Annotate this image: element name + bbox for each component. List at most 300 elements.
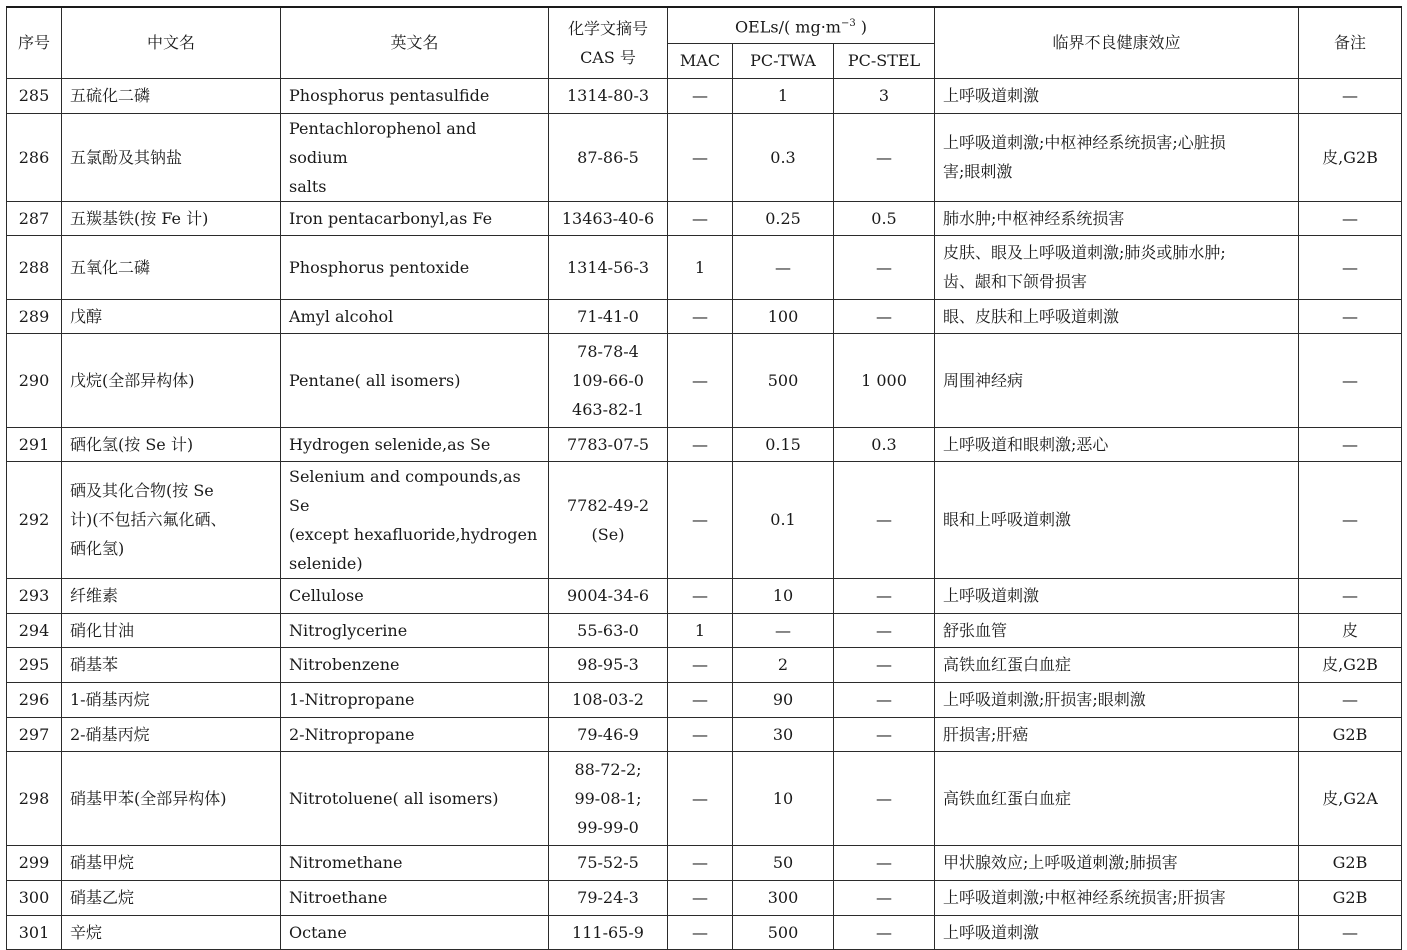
cell-pc-stel	[834, 682, 935, 717]
cell-no-text: 298	[18, 788, 50, 808]
table-row	[7, 201, 1402, 235]
cell-note	[1299, 682, 1402, 717]
cell-chinese-name-text: 硝基乙烷	[70, 888, 135, 907]
cell-note-text: 皮,G2B	[1322, 147, 1378, 167]
cell-mac-text: —	[692, 306, 708, 326]
cell-effect-text: 眼、皮肤和上呼吸道刺激	[943, 306, 1120, 326]
cell-chinese-name-text: 戊醇	[70, 306, 103, 326]
cell-pc-twa	[733, 113, 834, 201]
cell-note-text: —	[1342, 510, 1358, 529]
header-cas	[549, 7, 668, 78]
cell-cas-text: 9004-34-6	[566, 586, 650, 605]
cell-no	[7, 613, 62, 647]
cell-cas	[549, 613, 668, 647]
cell-no	[7, 78, 62, 113]
cell-cas	[549, 78, 668, 113]
header-oels-text: OELs/( mg·m	[734, 17, 841, 37]
cell-cas	[549, 201, 668, 235]
cell-note-text: —	[1342, 208, 1358, 228]
cell-pc-twa	[733, 201, 834, 235]
cell-mac	[668, 751, 733, 845]
cell-no	[7, 113, 62, 201]
cell-effect-text: 上呼吸道刺激	[943, 586, 1040, 605]
cell-effect-text: 舒张血管	[943, 620, 1008, 640]
cell-mac-text: 1	[694, 620, 706, 640]
cell-english-name-text: Nitroethane	[289, 888, 388, 907]
cell-english-name-text: 2-Nitropropane	[289, 724, 415, 744]
cell-pc-stel-text: —	[876, 888, 892, 907]
table-row	[7, 113, 1402, 201]
cell-pc-twa-text: 10	[772, 586, 794, 605]
cell-cas	[549, 427, 668, 461]
cell-pc-twa-text: 1	[777, 86, 789, 105]
cell-chinese-name	[62, 613, 281, 647]
cell-english-name	[281, 78, 549, 113]
cell-chinese-name-text: 硝基甲苯(全部异构体)	[70, 788, 227, 808]
cell-no	[7, 682, 62, 717]
cell-pc-stel	[834, 427, 935, 461]
cell-pc-stel	[834, 880, 935, 915]
cell-pc-twa	[733, 299, 834, 333]
cell-pc-stel-text: —	[876, 690, 892, 709]
cell-pc-twa-text: 0.15	[765, 434, 801, 454]
cell-pc-twa	[733, 427, 834, 461]
cell-chinese-name-text: 硒及其化合物(按 Se 计)(不包括六氟化硒、 硒化氢)	[70, 481, 227, 558]
cell-pc-twa-text: 500	[767, 922, 799, 942]
cell-no-text: 293	[18, 586, 50, 605]
cell-note	[1299, 299, 1402, 333]
cell-mac-text: —	[692, 788, 708, 808]
cell-no	[7, 427, 62, 461]
cell-no	[7, 333, 62, 427]
cell-pc-stel	[834, 578, 935, 613]
cell-cas	[549, 235, 668, 299]
table-header	[7, 7, 1402, 78]
cell-cas-text: 88-72-2; 99-08-1; 99-99-0	[574, 759, 642, 837]
cell-chinese-name	[62, 333, 281, 427]
cell-effect	[935, 333, 1299, 427]
cell-mac-text: —	[692, 434, 708, 454]
cell-note-text: 皮,G2B	[1322, 655, 1378, 674]
cell-effect	[935, 915, 1299, 949]
cell-pc-stel-text: 3	[878, 86, 890, 105]
cell-mac	[668, 201, 733, 235]
cell-no-text: 288	[18, 257, 50, 277]
cell-chinese-name	[62, 915, 281, 949]
cell-cas-text: 111-65-9	[572, 922, 644, 942]
cell-effect-text: 上呼吸道刺激;中枢神经系统损害;肝损害	[943, 888, 1226, 907]
cell-english-name	[281, 880, 549, 915]
cell-english-name	[281, 613, 549, 647]
header-pc-stel: PC-STEL	[834, 43, 935, 78]
cell-note	[1299, 333, 1402, 427]
cell-pc-twa	[733, 613, 834, 647]
cell-cas-text: 7782-49-2 (Se)	[566, 495, 650, 544]
cell-note	[1299, 751, 1402, 845]
cell-english-name-text: Iron pentacarbonyl,as Fe	[289, 208, 493, 228]
cell-cas	[549, 578, 668, 613]
cell-english-name-text: Nitrobenzene	[289, 655, 400, 674]
cell-pc-twa	[733, 751, 834, 845]
cell-cas-text: 75-52-5	[577, 853, 639, 872]
cell-mac-text: —	[692, 510, 708, 529]
cell-english-name	[281, 461, 549, 578]
cell-mac-text: —	[692, 86, 708, 105]
cell-english-name-text: Nitromethane	[289, 853, 403, 872]
cell-pc-stel-text: —	[876, 620, 892, 640]
table-row	[7, 578, 1402, 613]
cell-no	[7, 461, 62, 578]
cell-pc-twa	[733, 682, 834, 717]
cell-english-name	[281, 299, 549, 333]
header-chinese-name: 中文名	[62, 7, 281, 78]
cell-chinese-name	[62, 78, 281, 113]
cell-effect	[935, 299, 1299, 333]
cell-cas	[549, 682, 668, 717]
cell-note	[1299, 113, 1402, 201]
cell-note-text: —	[1342, 434, 1358, 454]
table-row	[7, 299, 1402, 333]
cell-effect-text: 周围神经病	[943, 370, 1024, 390]
cell-note-text: —	[1342, 306, 1358, 326]
cell-note-text: —	[1342, 86, 1358, 105]
cell-english-name	[281, 647, 549, 682]
header-effect: 临界不良健康效应	[935, 7, 1299, 78]
cell-pc-twa	[733, 78, 834, 113]
cell-cas	[549, 647, 668, 682]
cell-effect	[935, 613, 1299, 647]
cell-mac	[668, 427, 733, 461]
cell-no-text: 291	[18, 434, 50, 454]
cell-chinese-name-text: 硝基苯	[70, 655, 119, 674]
cell-no	[7, 235, 62, 299]
cell-english-name-text: Phosphorus pentasulfide	[289, 86, 490, 105]
cell-pc-twa-text: —	[775, 257, 791, 277]
cell-chinese-name-text: 1-硝基丙烷	[70, 690, 150, 709]
cell-english-name	[281, 333, 549, 427]
cell-english-name	[281, 845, 549, 880]
cell-cas	[549, 461, 668, 578]
cell-cas-text: 78-78-4 109-66-0 463-82-1	[572, 341, 644, 419]
cell-mac-text: —	[692, 690, 708, 709]
cell-cas	[549, 717, 668, 751]
cell-pc-twa-text: 90	[772, 690, 794, 709]
table-row	[7, 647, 1402, 682]
cell-mac	[668, 613, 733, 647]
cell-pc-stel	[834, 915, 935, 949]
table-row	[7, 333, 1402, 427]
cell-chinese-name	[62, 235, 281, 299]
cell-pc-stel-text: —	[876, 853, 892, 872]
cell-chinese-name	[62, 647, 281, 682]
cell-pc-twa-text: 50	[772, 853, 794, 872]
cell-pc-stel-text: —	[876, 510, 892, 529]
table-row	[7, 717, 1402, 751]
cell-english-name-text: Phosphorus pentoxide	[289, 257, 470, 277]
cell-pc-twa	[733, 880, 834, 915]
cell-pc-twa-text: 500	[767, 370, 799, 390]
cell-note	[1299, 915, 1402, 949]
cell-english-name-text: Nitroglycerine	[289, 620, 408, 640]
cell-pc-twa-text: 30	[772, 724, 794, 744]
cell-cas	[549, 333, 668, 427]
cell-pc-stel-text: —	[876, 724, 892, 744]
cell-note	[1299, 647, 1402, 682]
cell-mac-text: 1	[694, 257, 706, 277]
table-row	[7, 427, 1402, 461]
cell-note-text: —	[1342, 586, 1358, 605]
cell-no-text: 299	[18, 853, 50, 872]
cell-english-name-text: Pentachlorophenol and sodium salts	[289, 118, 477, 196]
cell-mac-text: —	[692, 922, 708, 942]
cell-note-text: —	[1342, 257, 1358, 277]
cell-chinese-name-text: 五羰基铁(按 Fe 计)	[70, 208, 209, 228]
cell-mac	[668, 299, 733, 333]
header-oels-sup: −3	[840, 18, 856, 30]
cell-pc-twa	[733, 461, 834, 578]
header-no: 序号	[7, 7, 62, 78]
cell-cas-text: 1314-56-3	[566, 257, 650, 277]
cell-english-name	[281, 113, 549, 201]
cell-effect	[935, 647, 1299, 682]
table-row	[7, 461, 1402, 578]
cell-chinese-name	[62, 845, 281, 880]
cell-effect-text: 高铁血红蛋白血症	[943, 788, 1072, 808]
cell-effect-text: 肝损害;肝癌	[943, 724, 1029, 744]
cell-chinese-name-text: 纤维素	[70, 586, 119, 605]
table-row	[7, 613, 1402, 647]
cell-chinese-name-text: 硒化氢(按 Se 计)	[70, 434, 194, 454]
cell-pc-stel	[834, 201, 935, 235]
cell-effect-text: 上呼吸道刺激;中枢神经系统损害;心脏损 害;眼刺激	[943, 133, 1226, 181]
cell-effect	[935, 880, 1299, 915]
header-cas-line1: 化学文摘号	[567, 18, 648, 38]
header-english-name: 英文名	[281, 7, 549, 78]
header-oels-close: )	[855, 17, 868, 37]
cell-mac-text: —	[692, 208, 708, 228]
cell-chinese-name	[62, 578, 281, 613]
cell-cas	[549, 113, 668, 201]
cell-effect-text: 皮肤、眼及上呼吸道刺激;肺炎或肺水肿; 齿、龈和下颌骨损害	[943, 243, 1226, 291]
cell-mac	[668, 578, 733, 613]
cell-pc-stel-text: —	[876, 147, 892, 167]
cell-chinese-name-text: 2-硝基丙烷	[70, 724, 150, 744]
cell-pc-twa-text: 100	[767, 306, 799, 326]
cell-no-text: 285	[18, 86, 50, 105]
header-oels	[668, 7, 935, 43]
cell-pc-twa	[733, 717, 834, 751]
cell-note-text: G2B	[1332, 724, 1368, 744]
cell-mac-text: —	[692, 586, 708, 605]
cell-cas	[549, 915, 668, 949]
cell-english-name-text: Octane	[289, 922, 347, 942]
cell-chinese-name	[62, 682, 281, 717]
cell-no-text: 297	[18, 724, 50, 744]
cell-cas-text: 71-41-0	[577, 306, 639, 326]
cell-chinese-name-text: 五氧化二磷	[70, 257, 151, 277]
cell-no-text: 295	[18, 655, 50, 674]
cell-effect	[935, 717, 1299, 751]
cell-note	[1299, 613, 1402, 647]
header-cas-line2: CAS 号	[580, 47, 636, 67]
cell-chinese-name-text: 戊烷(全部异构体)	[70, 370, 195, 390]
cell-effect	[935, 78, 1299, 113]
cell-note	[1299, 235, 1402, 299]
cell-pc-twa	[733, 578, 834, 613]
cell-cas	[549, 299, 668, 333]
cell-pc-twa-text: 0.1	[770, 510, 796, 529]
cell-mac	[668, 845, 733, 880]
cell-english-name-text: Cellulose	[289, 586, 364, 605]
cell-chinese-name	[62, 201, 281, 235]
cell-pc-twa	[733, 235, 834, 299]
cell-no-text: 287	[18, 208, 50, 228]
cell-mac-text: —	[692, 724, 708, 744]
cell-no	[7, 201, 62, 235]
cell-english-name	[281, 235, 549, 299]
cell-english-name	[281, 201, 549, 235]
cell-pc-stel-text: —	[876, 586, 892, 605]
cell-cas-text: 1314-80-3	[566, 86, 650, 105]
cell-chinese-name	[62, 461, 281, 578]
cell-effect	[935, 201, 1299, 235]
cell-mac	[668, 915, 733, 949]
cell-cas-text: 108-03-2	[572, 690, 644, 709]
cell-cas-text: 98-95-3	[577, 655, 639, 674]
cell-english-name	[281, 751, 549, 845]
cell-note	[1299, 427, 1402, 461]
cell-note-text: G2B	[1332, 888, 1368, 907]
cell-cas-text: 7783-07-5	[566, 434, 650, 454]
cell-effect	[935, 113, 1299, 201]
cell-cas-text: 13463-40-6	[561, 208, 655, 228]
cell-mac	[668, 647, 733, 682]
header-mac: MAC	[668, 43, 733, 78]
cell-pc-stel	[834, 333, 935, 427]
cell-mac	[668, 880, 733, 915]
header-note: 备注	[1299, 7, 1402, 78]
cell-chinese-name-text: 硝化甘油	[70, 620, 135, 640]
cell-note	[1299, 578, 1402, 613]
cell-no	[7, 880, 62, 915]
cell-cas-text: 79-46-9	[577, 724, 639, 744]
cell-pc-stel	[834, 751, 935, 845]
cell-mac	[668, 78, 733, 113]
cell-mac-text: —	[692, 853, 708, 872]
cell-cas-text: 79-24-3	[577, 888, 639, 907]
cell-effect	[935, 578, 1299, 613]
cell-chinese-name	[62, 880, 281, 915]
cell-mac	[668, 682, 733, 717]
cell-note-text: 皮	[1341, 620, 1358, 640]
cell-chinese-name	[62, 299, 281, 333]
cell-effect	[935, 682, 1299, 717]
cell-no-text: 289	[18, 306, 50, 326]
cell-pc-stel	[834, 647, 935, 682]
cell-no-text: 301	[18, 922, 50, 942]
cell-english-name-text: Pentane( all isomers)	[289, 370, 461, 390]
cell-note	[1299, 78, 1402, 113]
cell-english-name-text: Amyl alcohol	[289, 306, 394, 326]
cell-no	[7, 751, 62, 845]
cell-effect	[935, 427, 1299, 461]
cell-chinese-name	[62, 113, 281, 201]
cell-pc-stel-text: 1 000	[861, 370, 907, 390]
cell-chinese-name	[62, 717, 281, 751]
cell-no-text: 292	[18, 510, 50, 529]
cell-mac-text: —	[692, 655, 708, 674]
cell-pc-twa	[733, 915, 834, 949]
cell-chinese-name	[62, 427, 281, 461]
cell-english-name-text: Nitrotoluene( all isomers)	[289, 788, 499, 808]
cell-cas	[549, 880, 668, 915]
cell-no	[7, 647, 62, 682]
cell-mac	[668, 333, 733, 427]
cell-pc-stel	[834, 235, 935, 299]
cell-no	[7, 299, 62, 333]
cell-chinese-name-text: 五硫化二磷	[70, 86, 151, 105]
cell-note-text: G2B	[1332, 853, 1368, 872]
cell-mac	[668, 235, 733, 299]
cell-pc-stel	[834, 78, 935, 113]
cell-mac-text: —	[692, 147, 708, 167]
cell-effect	[935, 751, 1299, 845]
cell-pc-twa-text: 0.3	[770, 147, 796, 167]
cell-note	[1299, 717, 1402, 751]
table-body	[7, 78, 1402, 949]
cell-no	[7, 915, 62, 949]
cell-pc-stel-text: 0.3	[871, 434, 897, 454]
cell-pc-twa	[733, 647, 834, 682]
cell-pc-stel	[834, 717, 935, 751]
cell-pc-stel-text: 0.5	[871, 208, 897, 228]
oel-table	[6, 6, 1402, 950]
cell-note-text: —	[1342, 370, 1358, 390]
cell-pc-stel-text: —	[876, 655, 892, 674]
cell-mac-text: —	[692, 370, 708, 390]
cell-effect-text: 上呼吸道刺激	[943, 922, 1040, 942]
table-row	[7, 751, 1402, 845]
cell-note	[1299, 880, 1402, 915]
cell-pc-twa-text: 0.25	[765, 208, 801, 228]
cell-effect-text: 高铁血红蛋白血症	[943, 655, 1072, 674]
cell-pc-stel-text: —	[876, 306, 892, 326]
table-row	[7, 845, 1402, 880]
cell-no	[7, 845, 62, 880]
cell-effect-text: 上呼吸道和眼刺激;恶心	[943, 434, 1109, 454]
cell-no-text: 300	[18, 888, 50, 907]
cell-effect-text: 上呼吸道刺激;肝损害;眼刺激	[943, 690, 1146, 709]
cell-pc-stel-text: —	[876, 922, 892, 942]
cell-effect-text: 上呼吸道刺激	[943, 86, 1040, 105]
cell-pc-twa-text: 10	[772, 788, 794, 808]
cell-cas-text: 55-63-0	[577, 620, 639, 640]
cell-effect-text: 肺水肿;中枢神经系统损害	[943, 208, 1125, 228]
cell-no-text: 286	[18, 147, 50, 167]
cell-chinese-name-text: 五氯酚及其钠盐	[70, 147, 183, 167]
cell-no-text: 290	[18, 370, 50, 390]
cell-pc-twa-text: 300	[767, 888, 799, 907]
cell-pc-twa	[733, 333, 834, 427]
table-row	[7, 915, 1402, 949]
cell-effect	[935, 235, 1299, 299]
cell-mac	[668, 113, 733, 201]
cell-pc-stel-text: —	[876, 257, 892, 277]
cell-english-name-text: Selenium and compounds,as Se (except hexafluoride,hydrogen selenide)	[289, 466, 538, 573]
cell-english-name-text: Hydrogen selenide,as Se	[289, 434, 491, 454]
cell-cas	[549, 751, 668, 845]
cell-cas	[549, 845, 668, 880]
